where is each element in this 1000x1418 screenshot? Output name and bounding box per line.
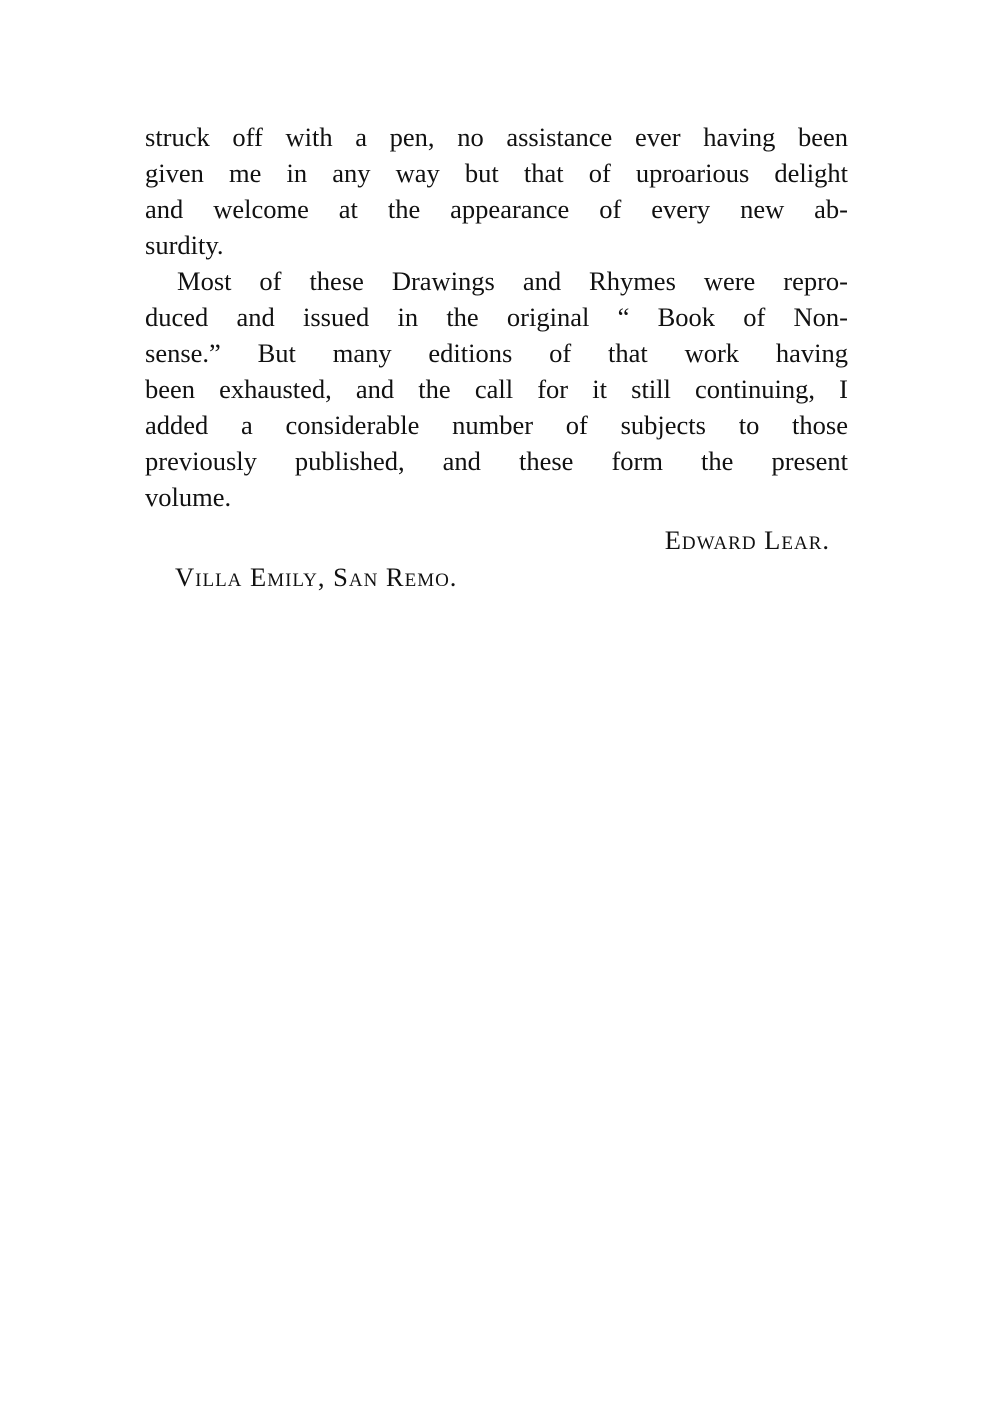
text-line: Most of these Drawings and Rhymes were repro- (177, 266, 848, 296)
text-line: surdity. (145, 230, 224, 260)
preface-text (145, 119, 848, 515)
text-line: previously published, and these form the present (145, 446, 848, 476)
text-line: duced and issued in the original “ Book of Non- (145, 302, 848, 332)
text-line: volume. (145, 482, 232, 512)
text-line: given me in any way but that of uproarious delight (145, 158, 848, 188)
text-line: been exhausted, and the call for it still continuing, I (145, 374, 848, 404)
text-line: sense.” But many editions of that work having (145, 338, 848, 368)
text-line: struck off with a pen, no assistance ever having been (145, 122, 848, 152)
author-signature: Edward Lear. (664, 525, 830, 555)
text-line: and welcome at the appearance of every new ab- (145, 194, 848, 224)
place-line: Villa Emily, San Remo. (175, 562, 458, 592)
text-line: added a considerable number of subjects to those (145, 410, 848, 440)
